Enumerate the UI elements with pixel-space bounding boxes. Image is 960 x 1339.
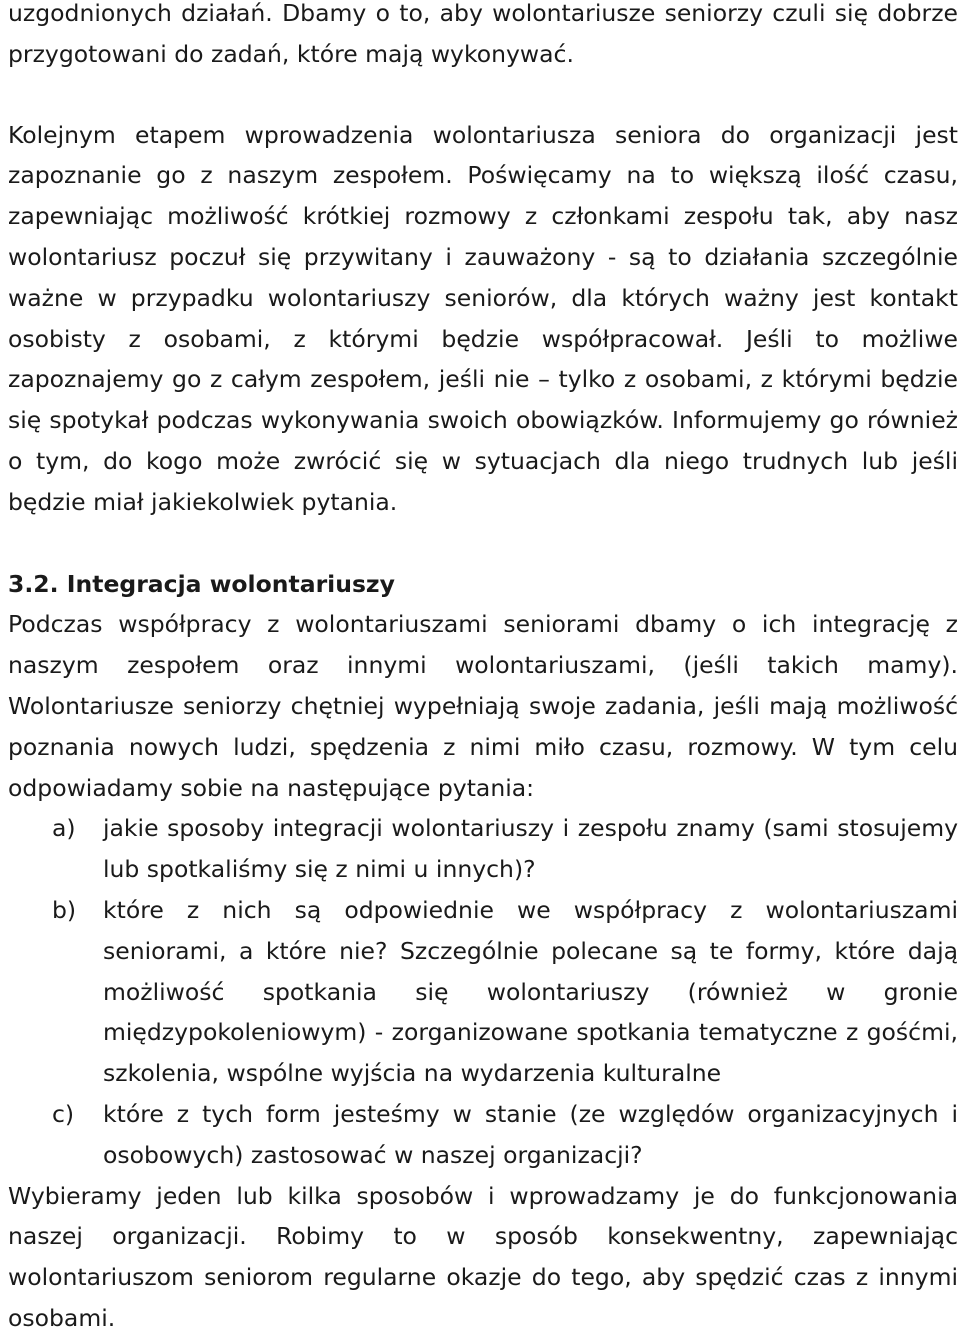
list-marker: b)	[52, 895, 77, 924]
list-item-text: jakie sposoby integracji wolontariuszy i zespołu znamy (sami stosujemy lub spotkaliśmy się z nimi u innych)?	[103, 814, 958, 884]
section-intro: Podczas współpracy z wolontariuszami seniorami dbamy o ich integrację z naszym zespołem oraz innymi wolontariuszami, (jeśli takich mamy). Wolontariusze seniorzy chętniej wypełniają swoje zadania, jeśli mają możliwość poznania nowych ludzi, spędzenia z nimi miło czasu, rozmowy. W tym celu odpowiadamy sobie na następujące pytania:	[8, 610, 958, 802]
section-number: 3.2.	[8, 564, 59, 605]
document-page	[8, 0, 958, 1339]
paragraph-team-introduction: Kolejnym etapem wprowadzenia wolontariusza seniora do organizacji jest zapoznanie go z naszym zespołem. Poświęcamy na to większą ilość czasu, zapewniając możliwość krótkiej rozmowy z członkami zespołu tak, aby nasz wolontariusz poczuł się przywitany i zauważony - są to działania szczególnie ważne w przypadku wolontariuszy seniorów, dla których ważny jest kontakt osobisty z osobami, z którymi będzie współpracował. Jeśli to możliwe zapoznajemy go z całym zespołem, jeśli nie – tylko z osobami, z którymi będzie się spotykał podczas wykonywania swoich obowiązków. Informujemy go również o tym, do kogo może zwrócić się w sytuacjach dla niego trudnych lub jeśli będzie miał jakiekolwiek pytania.	[8, 120, 958, 516]
list-item	[8, 890, 958, 1094]
paragraph-gap	[8, 75, 958, 115]
paragraph-preparation: uzgodnionych działań. Dbamy o to, aby wolontariusze seniorzy czuli się dobrze przygotowani do zadań, które mają wykonywać.	[8, 0, 958, 68]
list-item-text: które z nich są odpowiednie we współpracy z wolontariuszami seniorami, a które nie? Szczególnie polecane są te formy, które dają możliwość spotkania się wolontariuszy (również w gronie międzypokoleniowym) - zorganizowane spotkania tematyczne z gośćmi, szkolenia, wspólne wyjścia na wydarzenia kulturalne	[103, 895, 958, 1088]
section-closing: Wybieramy jeden lub kilka sposobów i wprowadzamy je do funkcjonowania naszej organizacji. Robimy to w sposób konsekwentny, zapewniając wolontariuszom seniorom regularne okazje do tego, aby spędzić czas z innymi osobami.	[8, 1181, 958, 1332]
list-marker: c)	[52, 1099, 75, 1128]
section-gap	[8, 523, 958, 564]
list-marker: a)	[52, 814, 76, 843]
section-title: Integracja wolontariuszy	[66, 569, 395, 598]
section-heading	[8, 564, 958, 605]
list-item-text: które z tych form jesteśmy w stanie (ze względów organizacyjnych i osobowych) zastosować w naszej organizacji?	[103, 1099, 958, 1169]
question-list	[8, 808, 958, 1175]
list-item	[8, 808, 958, 890]
list-item	[8, 1094, 958, 1176]
